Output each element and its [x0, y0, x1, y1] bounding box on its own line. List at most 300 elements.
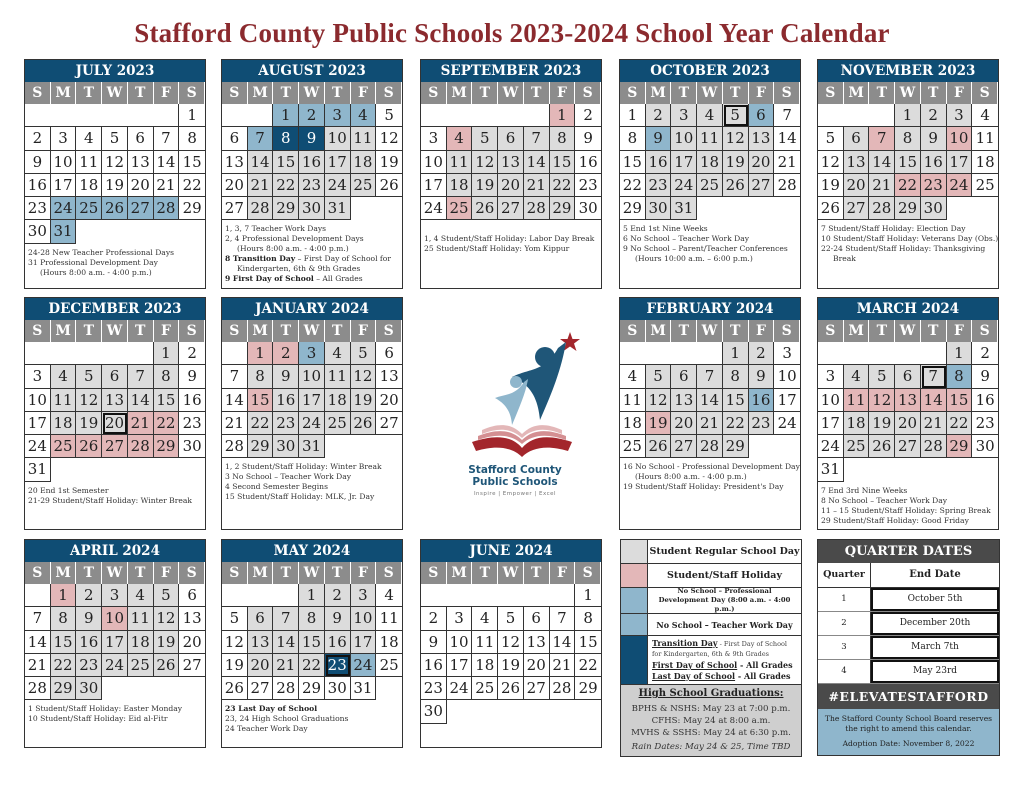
empty-cell — [774, 197, 800, 220]
day-cell-school: 23 — [76, 654, 102, 677]
day-cell: 11 — [472, 631, 498, 654]
empty-cell — [248, 104, 274, 127]
day-cell-school: 12 — [646, 389, 672, 412]
weekday-header: M — [447, 82, 473, 104]
day-cell: 17 — [447, 654, 473, 677]
day-cell-school: 13 — [248, 631, 274, 654]
month-notes — [818, 482, 998, 529]
day-cell-school: 18 — [51, 412, 77, 435]
day-cell-school: 18 — [128, 631, 154, 654]
day-cell-school: 3 — [102, 584, 128, 607]
day-cell-school: 6 — [844, 127, 870, 150]
note-line — [821, 234, 999, 244]
weekday-header: T — [921, 82, 947, 104]
day-cell-pd: 1 — [273, 104, 299, 127]
weekday-header: W — [498, 562, 524, 584]
day-cell-twd: 6 — [749, 104, 775, 127]
district-logo — [440, 330, 590, 510]
day-cell-school: 14 — [524, 151, 550, 174]
logo-name-line1: Stafford County — [468, 464, 562, 476]
rain-dates: Rain Dates: May 24 & 25, Time TBD — [631, 742, 791, 752]
empty-cell — [697, 197, 723, 220]
day-cell-twd: 3 — [299, 342, 325, 365]
day-cell: 26 — [498, 677, 524, 700]
last-day-desc: - All Grades — [735, 671, 791, 681]
day-cell: 14 — [154, 151, 180, 174]
month-title: AUGUST 2023 — [222, 60, 402, 82]
empty-cell — [921, 342, 947, 365]
day-cell: 5 — [222, 607, 248, 630]
weekday-header: T — [723, 320, 749, 342]
day-cell: 10 — [774, 365, 800, 388]
day-cell-school: 29 — [51, 677, 77, 700]
note-text: (Hours 8:00 a.m. - 4:00 p.m.) — [237, 244, 349, 254]
day-cell: 12 — [498, 631, 524, 654]
weekday-header: W — [498, 82, 524, 104]
weekday-header: T — [869, 82, 895, 104]
weekday-header: W — [299, 320, 325, 342]
day-cell: 24 — [447, 677, 473, 700]
note-text: 19 Student/Staff Holiday: President's Day — [623, 482, 784, 492]
legend-label: No School – Professional Development Day (8:00 a.m. - 4:00 p.m.) — [658, 587, 791, 613]
day-cell-school: 8 — [51, 607, 77, 630]
empty-cell — [248, 584, 274, 607]
day-cell-school: 12 — [154, 607, 180, 630]
hashtag-banner: #ELEVATESTAFFORD — [818, 684, 999, 709]
legend-item-school-day — [621, 540, 801, 564]
day-cell-school: 24 — [102, 654, 128, 677]
day-cell: 15 — [620, 151, 646, 174]
weekday-header: M — [51, 562, 77, 584]
board-note: The Stafford County School Board reserves the right to amend this calendar. — [824, 714, 993, 733]
month-notes — [620, 458, 800, 495]
day-cell-school: 13 — [749, 127, 775, 150]
weekday-header: T — [325, 320, 351, 342]
day-cell: 17 — [25, 412, 51, 435]
day-cell-school: 19 — [723, 151, 749, 174]
color-legend — [620, 539, 802, 757]
empty-cell — [128, 104, 154, 127]
day-cell: 2 — [25, 127, 51, 150]
day-cell-school: 23 — [646, 174, 672, 197]
quarter-row — [818, 612, 999, 636]
day-cell-school: 1 — [299, 584, 325, 607]
small-figure-head — [510, 376, 522, 388]
day-cell: 20 — [179, 631, 205, 654]
month-notes — [25, 244, 205, 281]
legend-label: Student/Staff Holiday — [667, 570, 782, 581]
day-cell: 15 — [575, 631, 601, 654]
weekday-header: M — [248, 562, 274, 584]
day-cell: 11 — [620, 389, 646, 412]
weekday-header: S — [179, 320, 205, 342]
day-cell: 8 — [620, 127, 646, 150]
day-cell-pd: 9 — [646, 127, 672, 150]
day-cell-school: 30 — [76, 677, 102, 700]
month-grid — [222, 562, 402, 700]
day-cell-school: 7 — [273, 607, 299, 630]
note-line — [821, 506, 995, 516]
note-line — [623, 472, 797, 482]
day-cell-school: 27 — [498, 197, 524, 220]
day-cell: 31 — [818, 458, 844, 481]
note-text: 3 No School – Teacher Work Day — [225, 472, 352, 482]
weekday-header: T — [325, 562, 351, 584]
note-text: Break — [833, 254, 856, 264]
note-text: 21-29 Student/Staff Holiday: Winter Break — [28, 495, 193, 505]
day-cell: 9 — [972, 365, 998, 388]
day-cell: 1 — [179, 104, 205, 127]
day-cell: 13 — [524, 631, 550, 654]
month-title: MAY 2024 — [222, 540, 402, 562]
day-cell-school: 30 — [646, 197, 672, 220]
empty-cell — [844, 342, 870, 365]
weekday-header: F — [550, 82, 576, 104]
note-bold: 9 First Day of School — [225, 274, 314, 284]
empty-cell — [25, 584, 51, 607]
weekday-header: T — [128, 320, 154, 342]
day-cell: 6 — [179, 584, 205, 607]
legend-swatch-light-blue — [621, 614, 648, 635]
weekday-header: S — [575, 562, 601, 584]
day-cell-pd: 24 — [51, 197, 77, 220]
empty-cell — [550, 700, 576, 723]
day-cell: 4 — [972, 104, 998, 127]
weekday-header: M — [646, 82, 672, 104]
day-cell: 3 — [25, 365, 51, 388]
weekday-header: S — [575, 82, 601, 104]
note-text: 22-24 Student/Staff Holiday: Thanksgiving — [821, 244, 986, 254]
weekday-header: T — [472, 82, 498, 104]
day-cell: 20 — [222, 174, 248, 197]
note-line — [623, 234, 797, 244]
empty-cell — [179, 458, 205, 481]
day-cell-school: 17 — [325, 151, 351, 174]
weekday-header: T — [869, 320, 895, 342]
day-cell-school: 8 — [895, 127, 921, 150]
month-november-2023 — [817, 59, 999, 289]
day-cell: 7 — [222, 365, 248, 388]
day-cell-school: 16 — [76, 631, 102, 654]
day-cell-holiday: 22 — [154, 412, 180, 435]
day-cell-school: 6 — [248, 607, 274, 630]
empty-cell — [128, 342, 154, 365]
day-cell: 6 — [128, 127, 154, 150]
empty-cell — [869, 342, 895, 365]
empty-cell — [128, 220, 154, 243]
logo-tagline: Inspire | Empower | Excel — [473, 491, 557, 497]
month-notes — [421, 220, 601, 257]
empty-cell — [154, 458, 180, 481]
empty-cell — [947, 458, 973, 481]
day-cell: 20 — [376, 389, 402, 412]
empty-cell — [498, 104, 524, 127]
day-cell-school: 18 — [697, 151, 723, 174]
empty-cell — [154, 677, 180, 700]
month-september-2023 — [420, 59, 602, 289]
day-cell: 25 — [972, 174, 998, 197]
note-line — [225, 224, 399, 234]
weekday-header: S — [972, 320, 998, 342]
day-cell: 30 — [325, 677, 351, 700]
day-cell: 22 — [620, 174, 646, 197]
day-cell-school: 13 — [671, 389, 697, 412]
day-cell-school: 29 — [723, 435, 749, 458]
day-cell-pd: 3 — [325, 104, 351, 127]
day-cell: 20 — [128, 174, 154, 197]
day-cell-school: 23 — [273, 412, 299, 435]
day-cell-school: 30 — [273, 435, 299, 458]
day-cell-school: 21 — [273, 654, 299, 677]
day-cell-school: 17 — [671, 151, 697, 174]
weekday-header: M — [51, 320, 77, 342]
day-cell-school: 22 — [248, 412, 274, 435]
empty-cell — [818, 104, 844, 127]
day-cell: 30 — [575, 197, 601, 220]
day-cell-school: 6 — [102, 365, 128, 388]
day-cell: 27 — [179, 654, 205, 677]
note-line — [623, 482, 797, 492]
note-line — [821, 254, 995, 264]
day-cell-school: 22 — [299, 654, 325, 677]
day-cell: 23 — [25, 197, 51, 220]
logo-name-line2: Public Schools — [472, 476, 558, 488]
weekday-header: T — [723, 82, 749, 104]
day-cell: 22 — [179, 174, 205, 197]
note-line — [225, 714, 399, 724]
day-cell: 12 — [376, 127, 402, 150]
weekday-header: F — [154, 320, 180, 342]
day-cell-school: 15 — [895, 151, 921, 174]
note-line — [225, 724, 399, 734]
day-cell: 12 — [222, 631, 248, 654]
day-cell: 10 — [51, 151, 77, 174]
weekday-header: F — [154, 562, 180, 584]
day-cell: 18 — [620, 412, 646, 435]
note-text: 9 No School – Parent/Teacher Conferences — [623, 244, 788, 254]
day-cell: 22 — [575, 654, 601, 677]
day-cell: 3 — [51, 127, 77, 150]
day-cell-school: 25 — [697, 174, 723, 197]
day-cell-school: 22 — [947, 412, 973, 435]
empty-cell — [51, 342, 77, 365]
day-cell-twd: 8 — [947, 365, 973, 388]
day-cell-school: 10 — [671, 127, 697, 150]
note-line — [225, 462, 399, 472]
note-text: 1, 3, 7 Teacher Work Days — [225, 224, 327, 234]
weekday-header: M — [51, 82, 77, 104]
day-cell-holiday: 27 — [102, 435, 128, 458]
note-text: 6 No School – Teacher Work Day — [623, 234, 750, 244]
day-cell: 15 — [179, 151, 205, 174]
weekday-header: T — [128, 562, 154, 584]
empty-cell — [51, 458, 77, 481]
month-title: MARCH 2024 — [818, 298, 998, 320]
day-cell: 8 — [179, 127, 205, 150]
day-cell-school: 22 — [723, 412, 749, 435]
day-cell-holiday: 22 — [895, 174, 921, 197]
weekday-header: F — [351, 562, 377, 584]
note-text: 10 Student/Staff Holiday: Eid al-Fitr — [28, 714, 168, 724]
day-cell-school: 8 — [723, 365, 749, 388]
month-title: JULY 2023 — [25, 60, 205, 82]
month-february-2024 — [619, 297, 801, 530]
quarter-number: 1 — [818, 588, 871, 611]
weekday-header: S — [421, 562, 447, 584]
empty-cell — [351, 435, 377, 458]
empty-cell — [222, 584, 248, 607]
note-line — [821, 244, 995, 254]
month-august-2023 — [221, 59, 403, 289]
weekday-header: T — [76, 562, 102, 584]
day-cell-school: 5 — [472, 127, 498, 150]
day-cell-school: 18 — [351, 151, 377, 174]
quarter-row — [818, 660, 999, 684]
weekday-header: M — [248, 320, 274, 342]
empty-cell — [25, 342, 51, 365]
page-title: Stafford County Public Schools 2023-2024 School Year Calendar — [134, 18, 890, 48]
weekday-header: W — [299, 562, 325, 584]
empty-cell — [844, 458, 870, 481]
empty-cell — [351, 197, 377, 220]
empty-cell — [376, 197, 402, 220]
day-cell-school: 9 — [76, 607, 102, 630]
month-title: DECEMBER 2023 — [25, 298, 205, 320]
day-cell: 24 — [774, 412, 800, 435]
weekday-header: T — [128, 82, 154, 104]
day-cell: 31 — [25, 458, 51, 481]
empty-cell — [273, 584, 299, 607]
day-cell: 17 — [774, 389, 800, 412]
month-grid — [222, 320, 402, 458]
note-text: 10 Student/Staff Holiday: Veterans Day (Obs.) — [821, 234, 999, 244]
legend-swatch-dark-blue — [621, 636, 648, 684]
weekday-header: T — [273, 562, 299, 584]
day-cell-school: 8 — [154, 365, 180, 388]
day-cell-school: 8 — [550, 127, 576, 150]
day-cell: 9 — [421, 631, 447, 654]
day-cell: 30 — [972, 435, 998, 458]
note-line — [821, 224, 995, 234]
day-cell: 19 — [498, 654, 524, 677]
note-text: 16 No School - Professional Development Day — [623, 462, 800, 472]
day-cell-school: 4 — [697, 104, 723, 127]
day-cell-school: 12 — [472, 151, 498, 174]
day-cell-school: 5 — [869, 365, 895, 388]
empty-cell — [620, 342, 646, 365]
day-cell: 30 — [179, 435, 205, 458]
transition-day-desc: - First Day of School for Kindergarten, 6th & 9th Grades — [652, 640, 788, 658]
day-cell-school: 24 — [671, 174, 697, 197]
day-cell-school: 11 — [351, 127, 377, 150]
day-cell: 6 — [222, 127, 248, 150]
note-line — [28, 268, 202, 278]
day-cell: 18 — [472, 654, 498, 677]
month-grid — [620, 320, 800, 458]
day-cell-holiday: 2 — [273, 342, 299, 365]
empty-cell — [895, 342, 921, 365]
day-cell-school: 27 — [895, 435, 921, 458]
month-notes — [222, 700, 402, 737]
day-cell-school: 20 — [895, 412, 921, 435]
day-cell-pd: 4 — [351, 104, 377, 127]
day-cell-holiday: 13 — [895, 389, 921, 412]
day-cell: 14 — [222, 389, 248, 412]
day-cell: 5 — [102, 127, 128, 150]
weekday-header: S — [421, 82, 447, 104]
legend-swatch-gray — [621, 540, 648, 563]
day-cell: 16 — [179, 389, 205, 412]
day-cell-pd: 31 — [51, 220, 77, 243]
weekday-header: S — [972, 82, 998, 104]
day-cell-school: 2 — [325, 584, 351, 607]
day-cell-holiday: 29 — [154, 435, 180, 458]
weekday-header: T — [524, 562, 550, 584]
legend-swatch-pink — [621, 564, 648, 587]
day-cell-school: 13 — [498, 151, 524, 174]
end-date-column-header: End Date — [909, 569, 961, 580]
day-cell-school: 27 — [844, 197, 870, 220]
note-text: (Hours 8:00 a.m. - 4:00 p.m.) — [40, 267, 152, 277]
day-cell: 27 — [524, 677, 550, 700]
weekday-header: M — [646, 320, 672, 342]
day-cell: 29 — [620, 197, 646, 220]
empty-cell — [723, 197, 749, 220]
note-text: 24-28 New Teacher Professional Days — [28, 247, 175, 257]
quarter-dates-table — [817, 539, 1000, 756]
day-cell: 10 — [25, 389, 51, 412]
note-bold: 23 Last Day of School — [225, 704, 318, 714]
day-cell-school: 22 — [273, 174, 299, 197]
quarter-end-date: December 20th — [871, 612, 999, 635]
note-line — [225, 704, 399, 714]
day-cell-school: 26 — [646, 435, 672, 458]
note-text: 15 Student/Staff Holiday: MLK, Jr. Day — [225, 492, 375, 502]
day-cell-school: 29 — [550, 197, 576, 220]
day-cell: 18 — [376, 631, 402, 654]
day-cell-school: 5 — [154, 584, 180, 607]
month-notes — [222, 458, 402, 505]
day-cell: 5 — [376, 104, 402, 127]
day-cell-holiday: 10 — [947, 127, 973, 150]
day-cell: 27 — [222, 197, 248, 220]
empty-cell — [76, 342, 102, 365]
day-cell-school: 25 — [844, 435, 870, 458]
day-cell: 7 — [25, 607, 51, 630]
day-cell-school: 11 — [325, 365, 351, 388]
day-cell: 9 — [575, 127, 601, 150]
day-cell-school: 7 — [128, 365, 154, 388]
day-cell: 29 — [179, 197, 205, 220]
day-cell-holiday: 1 — [248, 342, 274, 365]
day-cell-school: 5 — [646, 365, 672, 388]
note-line — [225, 274, 399, 284]
quarter-end-date: May 23rd — [871, 660, 999, 683]
note-line — [28, 258, 202, 268]
day-cell-school: 20 — [248, 654, 274, 677]
day-cell: 7 — [774, 104, 800, 127]
weekday-header: T — [273, 320, 299, 342]
quarter-column-header: Quarter — [818, 563, 871, 587]
empty-cell — [749, 435, 775, 458]
empty-cell — [102, 677, 128, 700]
empty-cell — [51, 104, 77, 127]
weekday-header: S — [774, 82, 800, 104]
month-october-2023 — [619, 59, 801, 289]
month-january-2024 — [221, 297, 403, 530]
day-cell: 2 — [575, 104, 601, 127]
legend-label: No School – Teacher Work Day — [656, 619, 793, 630]
